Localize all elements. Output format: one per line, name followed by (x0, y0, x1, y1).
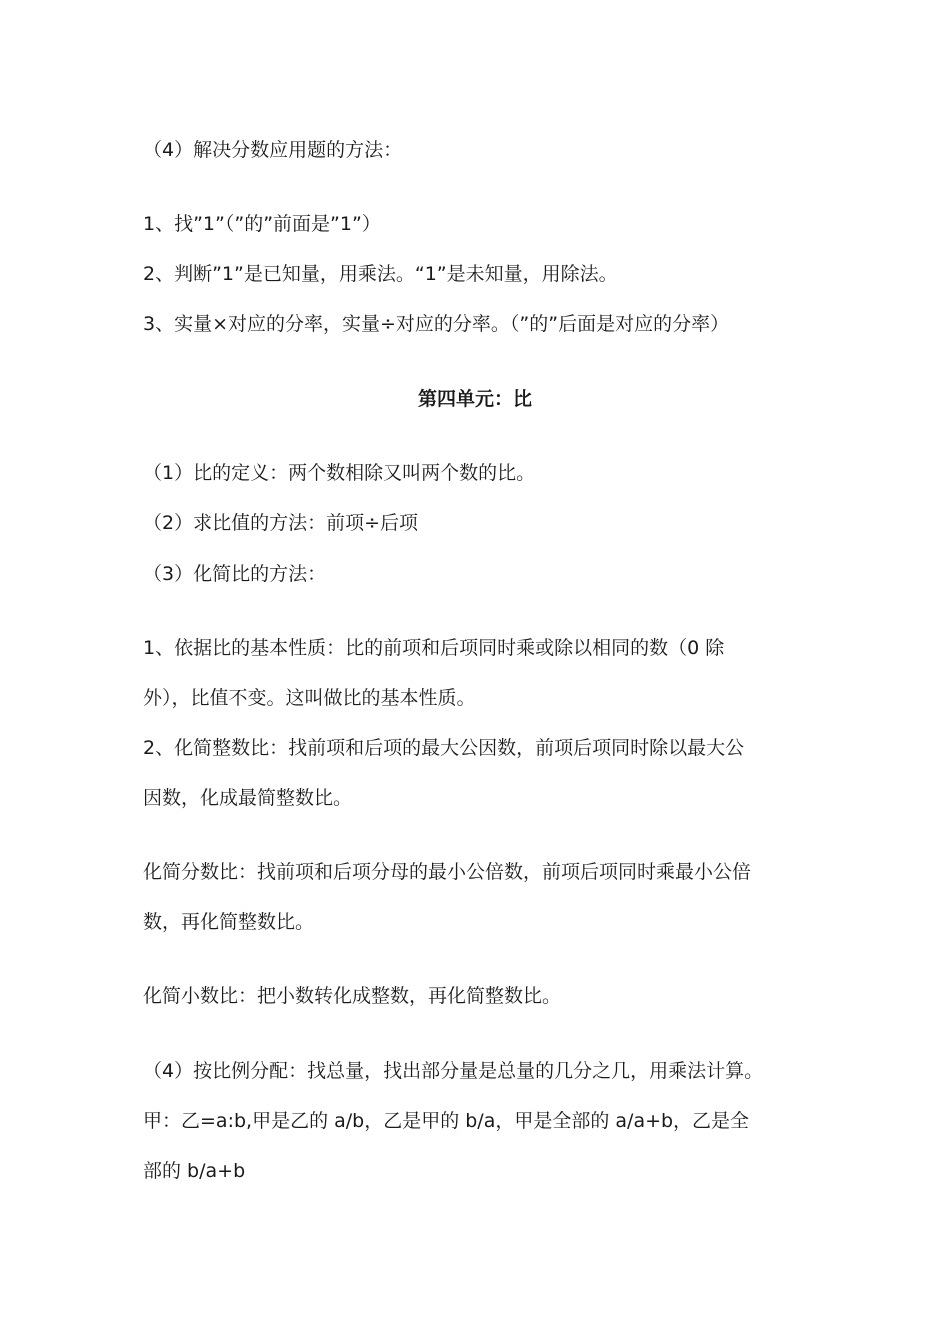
fraction-step-1: 1、找”1”（”的”前面是”1”） (143, 213, 381, 235)
fraction-ratio-line1: 化简分数比：找前项和后项分母的最小公倍数，前项后项同时乘最小公倍 (143, 861, 752, 883)
fraction-method-heading: （4）解决分数应用题的方法： (143, 139, 403, 161)
distribution-example-line2: 部的 b/a+b (143, 1160, 246, 1182)
simplify-ratio-heading: （3）化简比的方法： (143, 563, 327, 585)
unit4-title: 第四单元：比 (417, 388, 532, 410)
ratio-definition: （1）比的定义：两个数相除又叫两个数的比。 (143, 462, 536, 484)
fraction-step-3: 3、实量×对应的分率，实量÷对应的分率。（”的”后面是对应的分率） (143, 313, 730, 335)
rule1-line2: 外），比值不变。这叫做比的基本性质。 (143, 687, 476, 709)
proportional-distribution: （4）按比例分配：找总量，找出部分量是总量的几分之几，用乘法计算。 (143, 1060, 764, 1082)
ratio-value-method: （2）求比值的方法：前项÷后项 (143, 512, 419, 534)
decimal-ratio: 化简小数比：把小数转化成整数，再化简整数比。 (143, 985, 562, 1007)
rule1-line1: 1、依据比的基本性质：比的前项和后项同时乘或除以相同的数（0 除 (143, 637, 725, 659)
rule2-line1: 2、化简整数比：找前项和后项的最大公因数，前项后项同时除以最大公 (143, 737, 745, 759)
fraction-ratio-line2: 数，再化简整数比。 (143, 911, 315, 933)
distribution-example-line1: 甲：乙=a:b,甲是乙的 a/b，乙是甲的 b/a，甲是全部的 a/a+b，乙是全 (143, 1110, 750, 1132)
rule2-line2: 因数，化成最简整数比。 (143, 787, 353, 809)
fraction-step-2: 2、判断”1”是已知量，用乘法。“1”是未知量，用除法。 (143, 263, 618, 285)
